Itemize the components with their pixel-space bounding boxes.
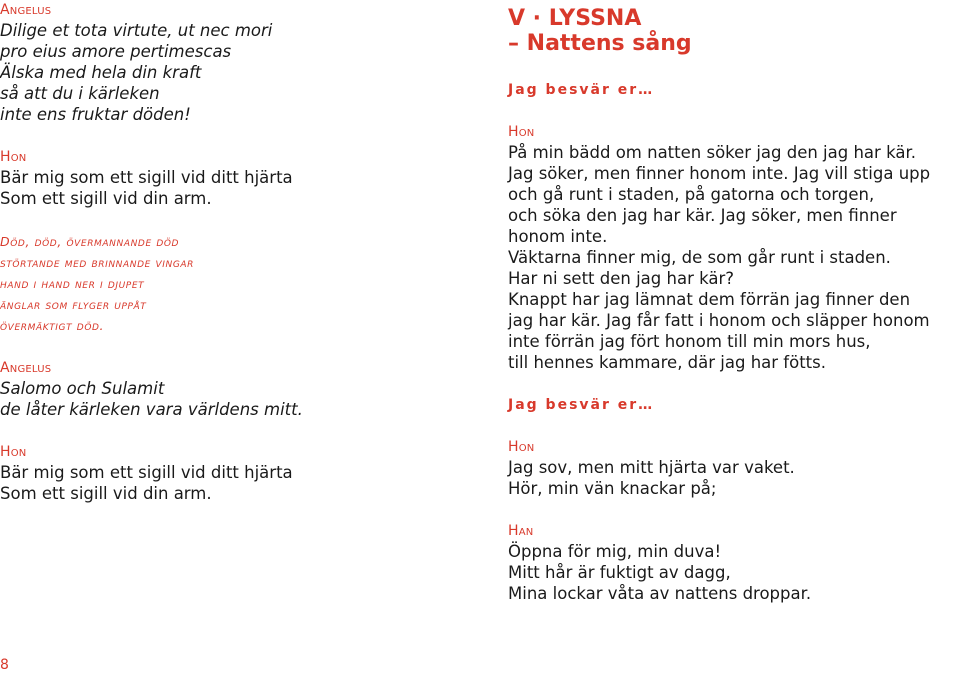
verse-line: och söka den jag har kär. Jag söker, men finner — [508, 206, 897, 225]
verse-line: Bär mig som ett sigill vid ditt hjärta — [0, 463, 293, 482]
verse-line: Jag söker, men finner honom inte. Jag vill stiga upp — [508, 164, 931, 183]
speaker-label: Hon — [508, 124, 535, 140]
verse-line: inte förrän jag fört honom till min mors hus, — [508, 332, 871, 351]
verse-line: de låter kärleken vara världens mitt. — [0, 400, 303, 419]
speaker-label: Angelus — [0, 2, 52, 18]
left-block-4 — [0, 442, 470, 504]
speaker-label: Hon — [508, 439, 535, 455]
verse-line: och gå runt i staden, på gatorna och torgen, — [508, 185, 875, 204]
spacer — [0, 125, 470, 147]
spacer — [0, 336, 470, 358]
spacer — [0, 209, 470, 231]
section-heading — [508, 0, 960, 56]
right-block-3 — [508, 521, 960, 604]
page-number: 8 — [0, 657, 9, 673]
spacer — [508, 373, 960, 395]
spacer — [508, 100, 960, 122]
speaker-label: Hon — [0, 149, 27, 165]
section-subtitle: – Nattens sång — [508, 31, 692, 56]
right-block-2 — [508, 437, 960, 499]
verse-line: Har ni sett den jag har kär? — [508, 269, 735, 288]
chorus-line: övermäktigt död. — [0, 318, 105, 333]
spacer — [0, 420, 470, 442]
verse-line: Dilige et tota virtute, ut nec mori — [0, 21, 273, 40]
left-column — [0, 0, 470, 504]
left-block-1 — [0, 0, 470, 125]
right-block-1 — [508, 122, 960, 373]
spacer — [508, 56, 960, 80]
spacer — [508, 415, 960, 437]
refrain-heading: Jag besvär er… — [508, 397, 655, 413]
verse-line: På min bädd om natten söker jag den jag har kär. — [508, 143, 916, 162]
verse-line: till hennes kammare, där jag har fötts. — [508, 353, 826, 372]
verse-line: Som ett sigill vid din arm. — [0, 189, 212, 208]
verse-line: Hör, min vän knackar på; — [508, 479, 717, 498]
verse-line: Jag sov, men mitt hjärta var vaket. — [508, 458, 795, 477]
chorus-line: störtande med brinnande vingar — [0, 255, 195, 270]
spacer — [508, 499, 960, 521]
verse-line: pro eius amore pertimescas — [0, 42, 232, 61]
verse-line: Mitt hår är fuktigt av dagg, — [508, 563, 731, 582]
verse-line: Öppna för mig, min duva! — [508, 542, 722, 561]
chorus-line: änglar som flyger uppåt — [0, 297, 147, 312]
verse-line: Salomo och Sulamit — [0, 379, 165, 398]
right-column — [508, 0, 960, 604]
chorus-block — [0, 231, 470, 336]
verse-line: jag har kär. Jag får fatt i honom och släpper honom — [508, 311, 930, 330]
verse-line: honom inte. — [508, 227, 608, 246]
verse-line: Väktarna finner mig, de som går runt i staden. — [508, 248, 891, 267]
verse-line: så att du i kärleken — [0, 84, 160, 103]
left-block-3 — [0, 358, 470, 420]
verse-line: Älska med hela din kraft — [0, 63, 202, 82]
speaker-label: Hon — [0, 444, 27, 460]
left-block-2 — [0, 147, 470, 209]
speaker-label: Han — [508, 523, 534, 539]
speaker-label: Angelus — [0, 360, 52, 376]
verse-line: Som ett sigill vid din arm. — [0, 484, 212, 503]
chorus-line: hand i hand ner i djupet — [0, 276, 145, 291]
chorus-line: Död, död, övermannande död — [0, 234, 180, 249]
section-title: V · LYSSNA — [508, 6, 642, 31]
verse-line: inte ens fruktar döden! — [0, 105, 191, 124]
verse-line: Knappt har jag lämnat dem förrän jag finner den — [508, 290, 911, 309]
verse-line: Bär mig som ett sigill vid ditt hjärta — [0, 168, 293, 187]
refrain-heading: Jag besvär er… — [508, 82, 655, 98]
verse-line: Mina lockar våta av nattens droppar. — [508, 584, 812, 603]
